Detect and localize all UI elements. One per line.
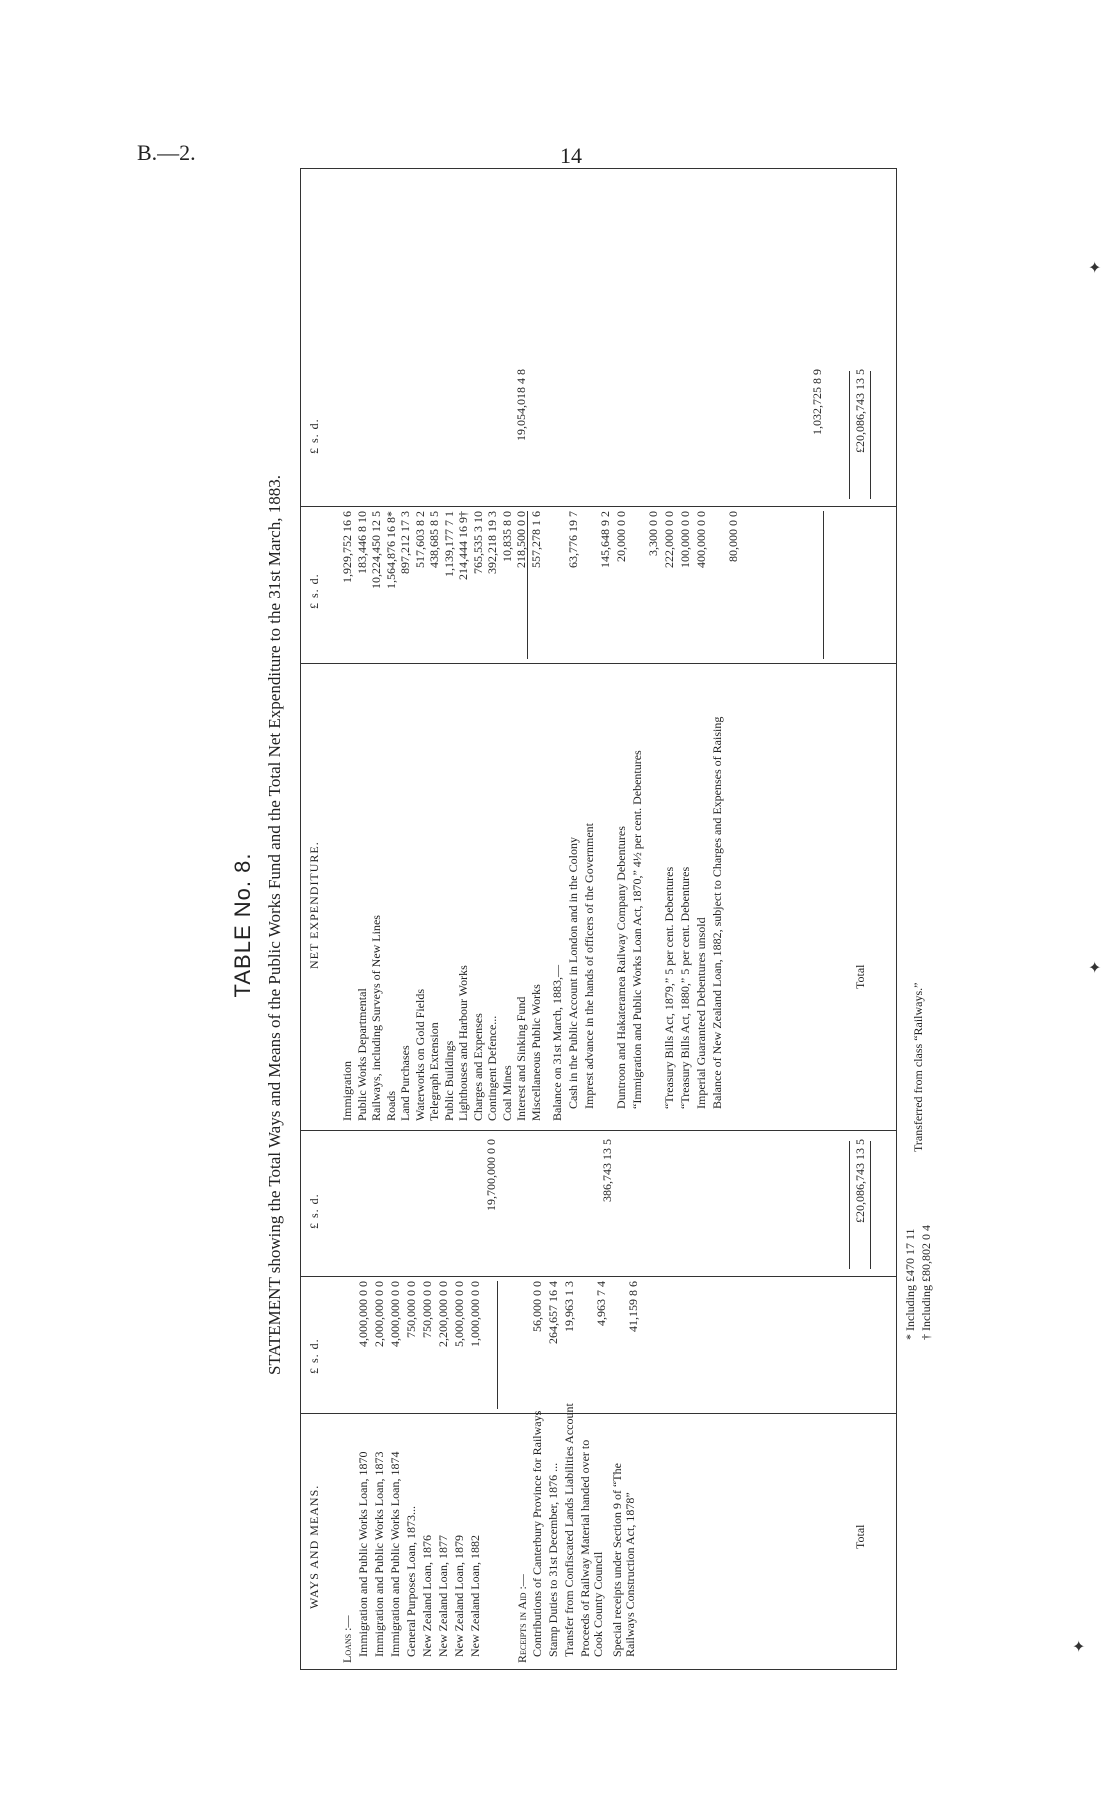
net-total-rule-top: [849, 371, 850, 499]
loans-row-amount: 750,000 0 0: [404, 1281, 418, 1338]
exp-row-desc: Public Buildings: [441, 1040, 456, 1121]
exp-row-desc: Charges and Expenses: [470, 1013, 485, 1121]
loans-row-amount: 1,000,000 0 0: [468, 1281, 482, 1347]
bal-row-amount: 63,776 19 7: [566, 511, 580, 568]
net-total-rule-bottom: [870, 371, 871, 499]
receipts-row-amount: 4,963 7 4: [594, 1281, 608, 1326]
loans-row-desc: Immigration and Public Works Loan, 1874: [388, 1451, 402, 1657]
margin-mark-1: ✦: [1088, 260, 1102, 277]
exp-row-amount: 1,139,177 7 1: [441, 511, 456, 577]
bal-row-amount: 20,000 0 0: [614, 511, 628, 562]
receipts-total: 386,743 13 5: [600, 1139, 614, 1202]
bal-subtotal-rule: [823, 511, 824, 659]
exp-row-amount: 1,564,876 16 8*: [383, 511, 398, 589]
footnote-dagger: † Including £80,802 0 4: [919, 1225, 933, 1340]
footnote-note: Transferred from class “Railways.”: [911, 982, 925, 1152]
exp-row-desc: Railways, including Surveys of New Lines: [369, 915, 383, 1121]
exp-row-amount: 438,685 8 5: [427, 511, 441, 568]
margin-mark-2: ✦: [1088, 960, 1102, 977]
bal-row-desc: “Treasury Bills Act, 1880,” 5 per cent. Debentures: [678, 866, 692, 1109]
exp-row-amount: 765,535 3 10: [470, 511, 485, 574]
bal-row-amount: 145,648 9 2: [598, 511, 612, 568]
bal-row-amount: 100,000 0 0: [678, 511, 692, 568]
receipts-row-desc: Proceeds of Railway Material handed over to Cook County Council: [578, 1439, 605, 1657]
footnote-star: * Including £470 17 11: [903, 1228, 917, 1340]
exp-row-desc: Land Purchases: [398, 1045, 412, 1121]
loans-row-amount: 750,000 0 0: [420, 1281, 434, 1338]
ways-sub-lsd-heading: £ s. d.: [307, 1193, 321, 1229]
page-code: B.—2.: [137, 140, 196, 165]
loans-total: 19,700,000 0 0: [484, 1139, 498, 1211]
bal-row-amount: 3,300 0 0: [646, 511, 660, 556]
bal-row-desc: “Treasury Bills Act, 1879,” 5 per cent. Debentures: [662, 866, 676, 1109]
exp-row-amount: 10,224,450 12 5: [369, 511, 383, 589]
ways-total-rule-bottom: [870, 1141, 871, 1269]
net-total-label: Total: [853, 964, 867, 989]
bal-row-desc: Cash in the Public Account in London and in the Colony: [566, 837, 580, 1109]
ways-heading: WAYS AND MEANS.: [307, 1484, 321, 1609]
exp-subtotal-rule: [527, 511, 528, 659]
ways-total-label: Total: [853, 1524, 867, 1549]
loans-subtotal-rule: [497, 1281, 498, 1409]
net-total: £20,086,743 13 5: [853, 369, 867, 453]
exp-row-desc: Public Works Departmental: [354, 988, 369, 1121]
balance-total: 1,032,725 8 9: [810, 369, 824, 435]
receipts-label: Receipts in Aid :—: [515, 1574, 529, 1663]
ways-lsd-heading: £ s. d.: [307, 1338, 321, 1374]
receipts-row-amount: 56,000 0 0: [530, 1281, 544, 1332]
receipts-row-amount: 19,963 1 3: [562, 1281, 576, 1332]
table-number: TABLE No. 8.: [230, 852, 255, 998]
page-number: 14: [560, 143, 582, 168]
loans-row-desc: New Zealand Loan, 1876: [420, 1535, 434, 1657]
exp-row-amount: 1,929,752 16 6: [340, 511, 354, 583]
ways-total-rule-top: [849, 1141, 850, 1269]
divider-middle: [301, 1130, 896, 1131]
loans-label: Loans :—: [340, 1615, 354, 1663]
expenditure-total: 19,054,018 4 8: [514, 369, 528, 441]
exp-row-desc: Interest and Sinking Fund: [514, 996, 528, 1121]
statement-table: [300, 168, 897, 1670]
margin-mark-3: ✦: [1072, 1639, 1086, 1656]
bal-row-amount: 80,000 0 0: [726, 511, 740, 562]
exp-row-amount: 557,278 1 6: [528, 511, 543, 568]
exp-row-amount: 183,446 8 10: [354, 511, 369, 574]
exp-row-desc: Roads: [383, 1091, 398, 1121]
bal-row-amount: 400,000 0 0: [694, 511, 708, 568]
bal-row-desc: Imprest advance in the hands of officers of the Government: [582, 822, 596, 1109]
exp-row-amount: 214,444 16 9†: [456, 511, 470, 580]
loans-row-desc: General Purposes Loan, 1873...: [404, 1506, 418, 1657]
rotated-table-sheet: [230, 150, 1114, 1700]
loans-row-desc: Immigration and Public Works Loan, 1873: [372, 1451, 386, 1657]
loans-row-amount: 2,000,000 0 0: [372, 1281, 386, 1347]
divider-ways-amount: [301, 1413, 896, 1414]
exp-row-desc: Contingent Defence...: [485, 1015, 499, 1121]
exp-row-desc: Telegraph Extension: [427, 1022, 441, 1121]
receipts-row-amount: 41,159 8 6: [626, 1281, 640, 1332]
receipts-row-desc: Stamp Duties to 31st December, 1876 ...: [546, 1462, 560, 1657]
loans-row-amount: 2,200,000 0 0: [436, 1281, 450, 1347]
exp-row-desc: Coal Mines: [499, 1065, 514, 1121]
table-title: STATEMENT showing the Total Ways and Means of the Public Works Fund and the Total Net Expenditure to the 31st March, 1883.: [265, 475, 284, 1375]
loans-row-desc: New Zealand Loan, 1879: [452, 1535, 466, 1657]
receipts-row-amount: 264,657 16 4: [546, 1281, 560, 1344]
bal-row-desc: Duntroon and Hakateramea Railway Company Debentures: [614, 826, 628, 1109]
net-lsd-heading: £ s. d.: [307, 573, 321, 609]
bal-row-amount: 222,000 0 0: [662, 511, 676, 568]
exp-row-amount: 218,500 0 0: [514, 511, 528, 568]
divider-ways-subtotal: [301, 1276, 896, 1277]
exp-row-amount: 10,835 8 0: [499, 511, 514, 562]
loans-row-amount: 5,000,000 0 0: [452, 1281, 466, 1347]
loans-row-desc: New Zealand Loan, 1882: [468, 1535, 482, 1657]
loans-row-amount: 4,000,000 0 0: [388, 1281, 402, 1347]
exp-row-desc: Miscellaneous Public Works: [528, 984, 543, 1121]
bal-row-desc: Imperial Guaranteed Debentures unsold: [694, 917, 708, 1109]
loans-row-desc: New Zealand Loan, 1877: [436, 1535, 450, 1657]
loans-row-desc: Immigration and Public Works Loan, 1870: [356, 1451, 370, 1657]
receipts-row-desc: Special receipts under Section 9 of “The Railways Construction Act, 1878”: [610, 1463, 637, 1657]
net-sub-lsd-heading: £ s. d.: [307, 418, 321, 454]
loans-row-amount: 4,000,000 0 0: [356, 1281, 370, 1347]
exp-row-amount: 897,212 17 3: [398, 511, 412, 574]
ways-total: £20,086,743 13 5: [853, 1139, 867, 1223]
divider-net-subtotal: [301, 506, 896, 507]
receipts-row-desc: Contributions of Canterbury Province for Railways: [530, 1410, 544, 1657]
exp-row-desc: Immigration: [340, 1061, 354, 1121]
bal-row-desc: Balance of New Zealand Loan, 1882, subject to Charges and Expenses of Raising: [710, 716, 724, 1109]
balance-label: Balance on 31st March, 1883,—: [550, 965, 564, 1121]
receipts-row-desc: Transfer from Confiscated Lands Liabilities Account: [562, 1403, 576, 1657]
divider-net-amount: [301, 663, 896, 664]
net-heading: NET EXPENDITURE.: [307, 841, 321, 969]
exp-row-amount: 392,218 19 3: [485, 511, 499, 574]
bal-row-desc: “Immigration and Public Works Loan Act, 1870,” 4½ per cent. Debentures: [630, 750, 644, 1109]
exp-row-desc: Waterworks on Gold Fields: [412, 988, 427, 1121]
exp-row-desc: Lighthouses and Harbour Works: [456, 965, 470, 1121]
exp-row-amount: 517,603 8 2: [412, 511, 427, 568]
